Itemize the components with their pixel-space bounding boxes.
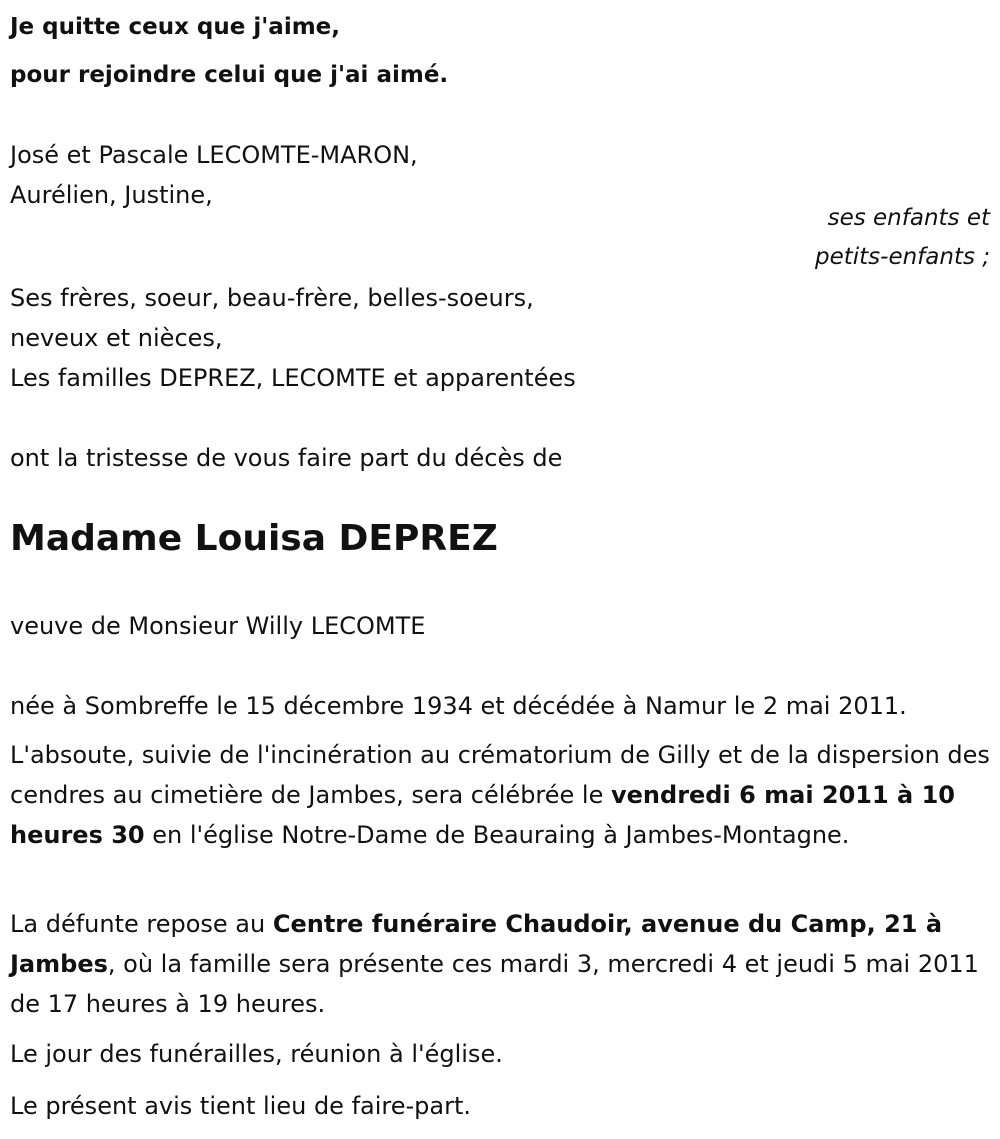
children-names-line-1: José et Pascale LECOMTE-MARON, (10, 141, 418, 169)
visitation-intro: La défunte repose au (10, 910, 273, 938)
ceremony-datetime: vendredi 6 mai 2011 à 10 heures 30 (10, 781, 956, 849)
children-role-line-1: ses enfants et (827, 205, 990, 231)
deceased-name: Madame Louisa DEPREZ (10, 518, 498, 559)
ceremony-paragraph (10, 735, 995, 855)
birth-death-text: née à Sombreffe le 15 décembre 1934 et décédée à Namur le 2 mai 2011. (10, 692, 907, 720)
visitation-paragraph (10, 904, 995, 1024)
visitation-location: Centre funéraire Chaudoir, avenue du Camp, 21 à Jambes (10, 910, 943, 978)
relatives-line-2: neveux et nièces, (10, 324, 223, 352)
meeting-text: Le jour des funérailles, réunion à l'église. (10, 1040, 503, 1068)
relatives-line-1: Ses frères, soeur, beau-frère, belles-soeurs, (10, 284, 534, 312)
ceremony-place: en l'église Notre-Dame de Beauraing à Jambes-Montagne. (144, 821, 850, 849)
relatives-line-3: Les familles DEPREZ, LECOMTE et apparentées (10, 364, 576, 392)
spouse-text: veuve de Monsieur Willy LECOMTE (10, 612, 426, 640)
epigraph-line-2: pour rejoindre celui que j'ai aimé. (10, 62, 449, 88)
ceremony-intro: L'absoute, suivie de l'incinération au crématorium de Gilly et de la dispersion des cendres au cimetière de Jambes, sera célébrée le (10, 741, 990, 809)
closing-text: Le présent avis tient lieu de faire-part. (10, 1092, 472, 1120)
visitation-details: , où la famille sera présente ces mardi 3, mercredi 4 et jeudi 5 mai 2011 de 17 heures à 19 heures. (10, 950, 979, 1018)
children-role-line-2: petits-enfants ; (814, 244, 990, 270)
announcement-text: ont la tristesse de vous faire part du décès de (10, 444, 563, 472)
epigraph-line-1: Je quitte ceux que j'aime, (10, 14, 341, 40)
children-names-line-2: Aurélien, Justine, (10, 181, 213, 209)
